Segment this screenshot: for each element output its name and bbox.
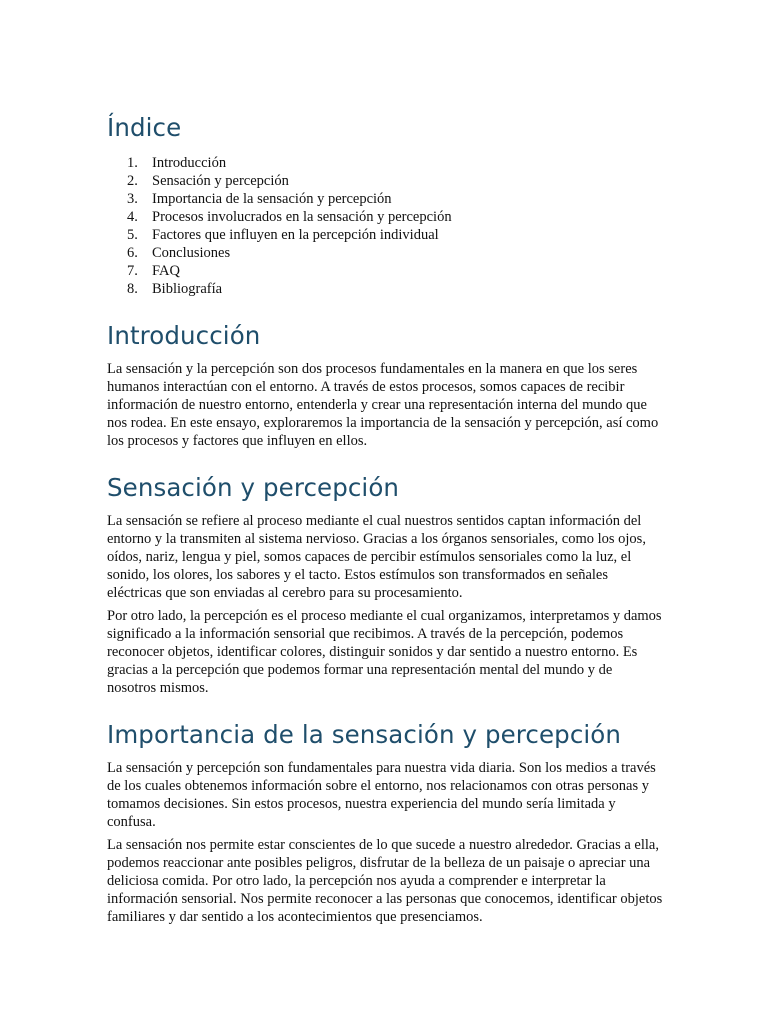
paragraph: La sensación y percepción son fundamentales para nuestra vida diaria. Son los medios a través de los cuales obtenemos información sobre el entorno, nos relacionamos con otras personas y tomamos decisiones. Sin estos procesos, nuestra experiencia del mundo sería limitada y confusa.	[107, 760, 656, 830]
section-heading: Introducción	[107, 321, 261, 350]
toc-item-number: 6.	[127, 245, 138, 261]
toc-item-label: FAQ	[152, 263, 180, 279]
toc-item-number: 7.	[127, 263, 138, 279]
toc-item-label: Sensación y percepción	[152, 173, 289, 189]
toc-item	[107, 154, 663, 172]
toc-item-number: 5.	[127, 227, 138, 243]
toc-item-label: Factores que influyen en la percepción individual	[152, 227, 439, 243]
section-heading: Sensación y percepción	[107, 473, 400, 502]
toc-item-label: Importancia de la sensación y percepción	[152, 191, 392, 207]
section-heading: Importancia de la sensación y percepción	[107, 720, 622, 749]
toc-item	[107, 172, 663, 190]
toc-item-number: 4.	[127, 209, 138, 225]
section-sensacion-percepcion	[107, 472, 663, 697]
section-introduccion	[107, 320, 663, 450]
toc-item	[107, 244, 663, 262]
toc-item-label: Bibliografía	[152, 281, 223, 297]
toc-item	[107, 208, 663, 226]
toc-item-number: 8.	[127, 281, 138, 297]
toc-item-number: 1.	[127, 155, 138, 171]
paragraph: La sensación nos permite estar conscientes de lo que sucede a nuestro alrededor. Gracias a ella, podemos reaccionar ante posibles peligros, disfrutar de la belleza de un paisaje o apreciar una deliciosa comida. Por otro lado, la percepción nos ayuda a comprender e interpretar la información sensorial. Nos permite reconocer a las personas que conocemos, identificar objetos familiares y dar sentido a los acontecimientos que presenciamos.	[107, 837, 663, 925]
toc-item	[107, 190, 663, 208]
toc-item	[107, 280, 663, 298]
document-page	[107, 112, 663, 931]
toc-item-number: 2.	[127, 173, 138, 189]
toc-item	[107, 226, 663, 244]
toc-heading: Índice	[107, 113, 182, 142]
toc-item-label: Procesos involucrados en la sensación y percepción	[152, 209, 452, 225]
toc-item-label: Introducción	[152, 155, 227, 171]
paragraph: Por otro lado, la percepción es el proceso mediante el cual organizamos, interpretamos y damos significado a la información sensorial que recibimos. A través de la percepción, podemos reconocer objetos, identificar colores, distinguir sonidos y dar sentido a nuestro entorno. Es gracias a la percepción que podemos formar una representación mental del mundo y de nosotros mismos.	[107, 608, 662, 696]
toc-list	[107, 154, 663, 298]
toc-item-number: 3.	[127, 191, 138, 207]
paragraph: La sensación y la percepción son dos procesos fundamentales en la manera en que los seres humanos interactúan con el entorno. A través de estos procesos, somos capaces de recibir información de nuestro entorno, entenderla y crear una representación interna del mundo que nos rodea. En este ensayo, exploraremos la importancia de la sensación y percepción, así como los procesos y factores que influyen en ellos.	[107, 361, 659, 449]
toc-item-label: Conclusiones	[152, 245, 231, 261]
toc-item	[107, 262, 663, 280]
section-importancia	[107, 719, 663, 926]
paragraph: La sensación se refiere al proceso mediante el cual nuestros sentidos captan información del entorno y la transmiten al sistema nervioso. Gracias a los órganos sensoriales, como los ojos, oídos, nariz, lengua y piel, somos capaces de percibir estímulos sensoriales como la luz, el sonido, los olores, los sabores y el tacto. Estos estímulos son transformados en señales eléctricas que son enviadas al cerebro para su procesamiento.	[107, 513, 646, 601]
